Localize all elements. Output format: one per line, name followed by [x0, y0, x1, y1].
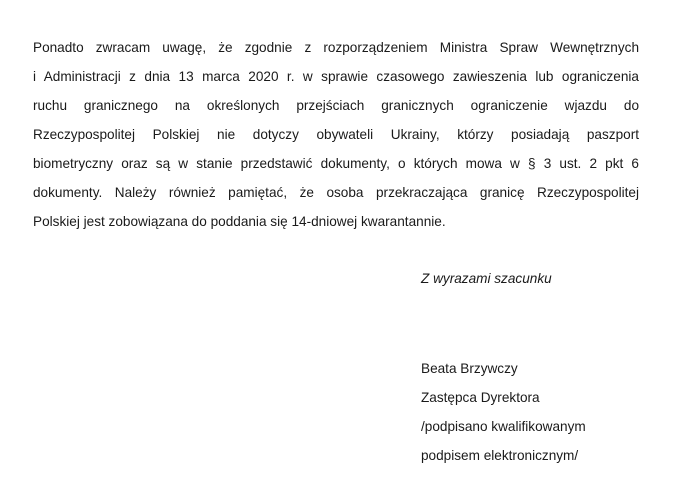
body-line: i Administracji z dnia 13 marca 2020 r. w sprawie czasowego zawieszenia lub ograniczenia — [33, 69, 639, 84]
signatory-name: Beata Brzywczy — [421, 361, 518, 376]
signed-note: podpisem elektronicznym/ — [421, 448, 579, 463]
signature-block — [421, 354, 586, 470]
body-line: Rzeczypospolitej Polskiej nie dotyczy obywateli Ukrainy, którzy posiadają paszport — [33, 127, 639, 142]
signed-note: /podpisano kwalifikowanym — [421, 419, 586, 434]
body-line: Polskiej jest zobowiązana do poddania się 14-dniowej kwarantannie. — [33, 214, 446, 229]
body-line: dokumenty. Należy również pamiętać, że osoba przekraczająca granicę Rzeczypospolitej — [33, 185, 639, 200]
closing-phrase: Z wyrazami szacunku — [421, 271, 552, 286]
body-line: Ponadto zwracam uwagę, że zgodnie z rozporządzeniem Ministra Spraw Wewnętrznych — [33, 40, 639, 55]
letter-body-paragraph — [33, 33, 639, 236]
body-line: biometryczny oraz są w stanie przedstawić dokumenty, o których mowa w § 3 ust. 2 pkt 6 — [33, 156, 639, 171]
body-line: ruchu granicznego na określonych przejściach granicznych ograniczenie wjazdu do — [33, 98, 639, 113]
signatory-position: Zastępca Dyrektora — [421, 390, 540, 405]
